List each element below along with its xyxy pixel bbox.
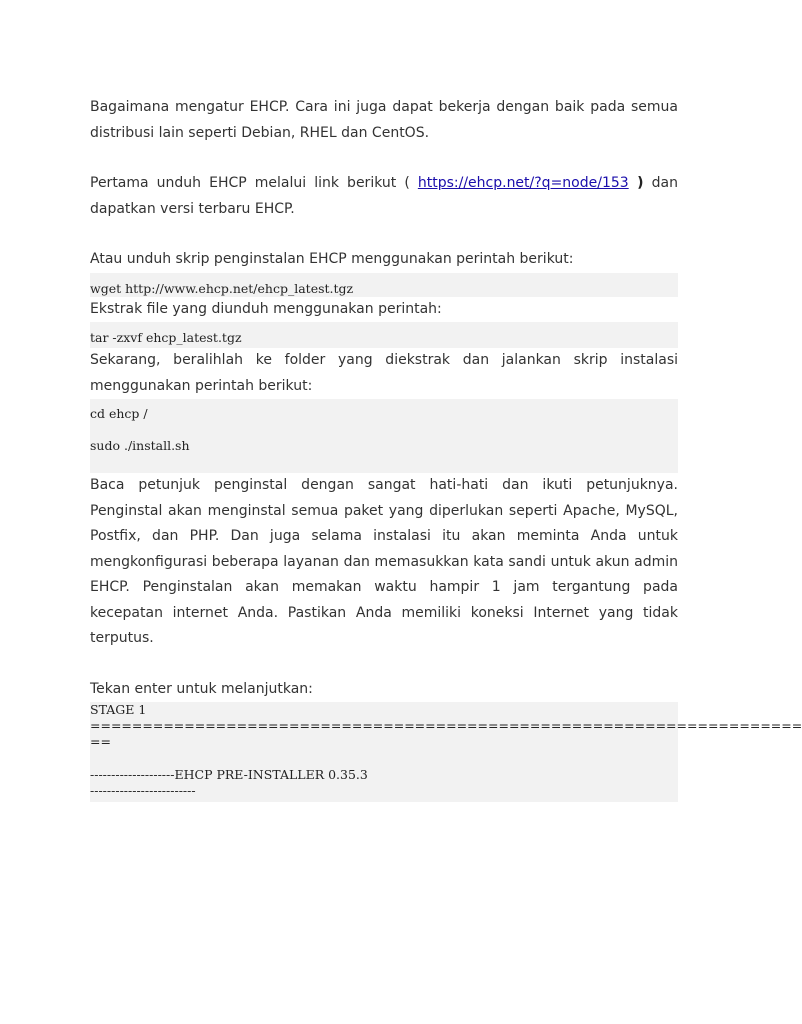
wget-command-block	[90, 273, 678, 297]
installer-instructions-paragraph: Baca petunjuk penginstal dengan sangat hati-hati dan ikuti petunjuknya. Penginstal akan menginstal semua paket yang diperlukan seperti Apache, MySQL, Postfix, dan PHP. Dan juga selama instalasi itu akan meminta Anda untuk mengkonfigurasi beberapa layanan dan memasukkan kata sandi untuk akun admin EHCP. Penginstalan akan memakan waktu hampir 1 jam tergantung pada kecepatan internet Anda. Pastikan Anda memiliki koneksi Internet yang tidak terputus.	[90, 477, 678, 646]
press-enter-paragraph: Tekan enter untuk melanjutkan:	[90, 680, 313, 697]
dash-line: -------------------------	[90, 783, 196, 798]
wget-command: wget http://www.ehcp.net/ehcp_latest.tgz	[90, 280, 354, 296]
separator-line: ====================================================================	[90, 718, 802, 733]
installer-output-block	[90, 702, 802, 802]
download-text-before: Pertama unduh EHCP melalui link berikut (	[90, 175, 418, 191]
script-download-paragraph: Atau unduh skrip penginstalan EHCP menggunakan perintah berikut:	[90, 251, 574, 267]
run-installer-paragraph: Sekarang, beralihlah ke folder yang diekstrak dan jalankan skrip instalasi menggunakan perintah berikut:	[90, 352, 678, 394]
separator-line-wrap: ==	[90, 734, 111, 749]
install-commands-block	[90, 399, 678, 473]
ehcp-download-link[interactable]: https://ehcp.net/?q=node/153	[417, 175, 629, 191]
stage-label: STAGE 1	[90, 702, 147, 717]
tar-command: tar -zxvf ehcp_latest.tgz	[90, 330, 242, 345]
download-text-after: dan dapatkan versi terbaru EHCP.	[90, 175, 679, 217]
installer-banner: --------------------EHCP PRE-INSTALLER 0.35.3	[90, 767, 368, 782]
document-page	[90, 95, 802, 802]
cd-command: cd ehcp /	[90, 406, 148, 421]
extract-paragraph: Ekstrak file yang diunduh menggunakan perintah:	[90, 300, 442, 317]
download-paragraph	[90, 171, 678, 222]
tar-command-block	[90, 322, 678, 348]
closing-paren: )	[628, 175, 644, 191]
intro-paragraph: Bagaimana mengatur EHCP. Cara ini juga dapat bekerja dengan baik pada semua distribusi lain seperti Debian, RHEL dan CentOS.	[90, 99, 678, 141]
sudo-command: sudo ./install.sh	[90, 438, 190, 453]
